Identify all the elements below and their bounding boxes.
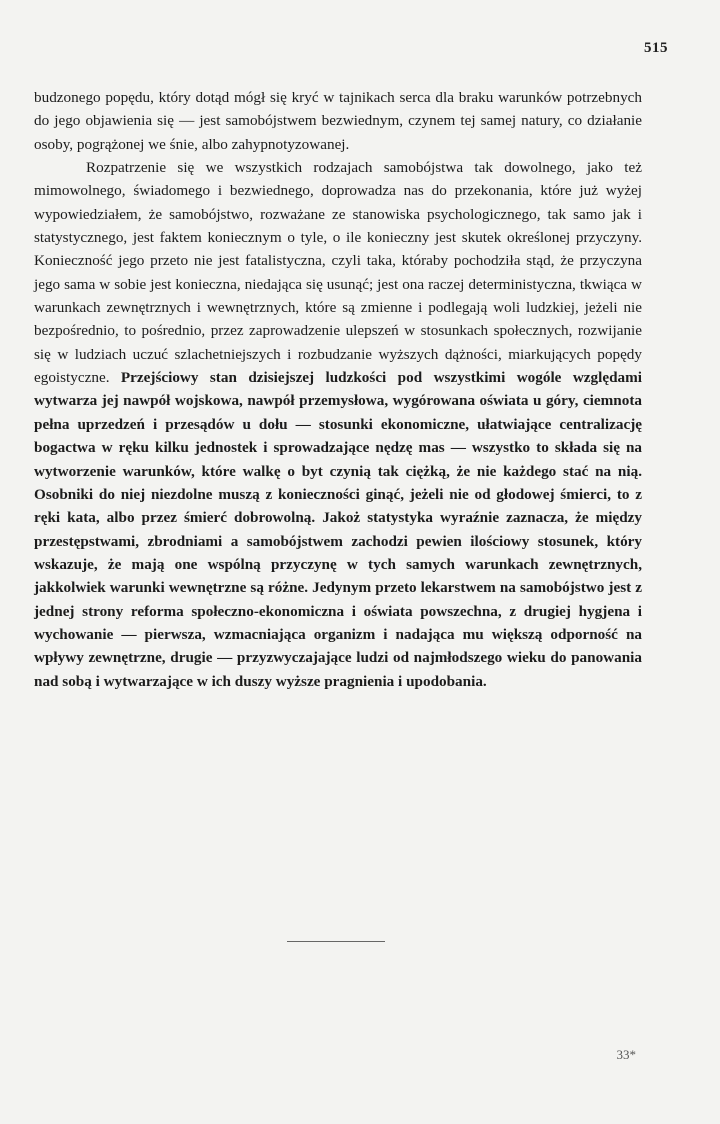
page-number: 515 [644, 40, 668, 56]
paragraph-continued: budzonego popędu, który dotąd mógł się kryć w tajnikach serca dla braku warunków potrzebnych do jego objawienia się — jest samobójstwem bezwiednym, czynem tej samej natury, co działanie osoby, pogrążonej we śnie, albo zahypnotyzowanej. [34, 89, 642, 153]
paragraph-main [34, 156, 642, 693]
body-text [34, 86, 642, 693]
paragraph-main-text: Rozpatrzenie się we wszystkich rodzajach samobójstwa tak dowolnego, jako też mimowolnego, świadomego i bezwiednego, doprowadza nas do przekonania, które już wyżej wypowiedziałem, że samobójstwo, rozważane ze stanowiska psychologicznego, tak samo jak i statystycznego, jest faktem koniecznym o tyle, o ile konieczny jest skutek określonej przyczyny. Konieczność jego przeto nie jest fatalistyczna, czyli taka, któraby pochodziła stąd, że przyczyna jego sama w sobie jest konieczna, niedająca się usunąć; jest ona raczej deterministyczna, tkwiąca w warunkach zewnętrznych i wewnętrznych, które są zmienne i podlegają woli ludzkiej, jeżeli nie bezpośrednio, to pośrednio, przez zaprowadzenie ulepszeń w stosunkach społecznych, rozwijanie się w ludziach uczuć szlachetniejszych i rozbudzanie wyższych dążności, miarkujących popędy egoistyczne. [34, 159, 642, 387]
signature-mark: 33* [616, 1047, 636, 1062]
paragraph-main-bold-text: Przejściowy stan dzisiejszej ludzkości pod wszystkimi wogóle względami wytwarza jej nawpół wojskowa, nawpół przemysłowa, wygórowana oświata u góry, ciemnota pełna uprzedzeń i przesądów u dołu — stosunki ekonomiczne, ułatwiające centralizację bogactwa w ręku kilku jednostek i sprowadzające nędzę mas — wszystko to składa się na wytworzenie warunków, które walkę o byt czynią tak ciężką, że nie każdego stać na nią. Osobniki do niej niezdolne muszą z konieczności ginąć, jeżeli nie od głodowej śmierci, to z ręki kata, albo przez śmierć dobrowolną. Jakoż statystyka wyraźnie zaznacza, że między przestępstwami, zbrodniami a samobójstwem zachodzi pewien ilościowy stosunek, który wskazuje, że mają one wspólną przyczynę w tych samych warunkach zewnętrznych, jakkolwiek warunki wewnętrzne są różne. Jedynym przeto lekarstwem na samobójstwo jest z jednej strony reforma społeczno-ekonomiczna i oświata powszechna, z drugiej hygjena i wychowanie — pierwsza, wzmacniająca organizm i nadająca mu większą odporność na wpływy zewnętrzne, drugie — przyzwyczajające ludzi od najmłodszego wieku do panowania nad sobą i wytwarzające w ich duszy wyższe pragnienia i upodobania. [34, 369, 642, 690]
section-end-rule [287, 941, 385, 942]
